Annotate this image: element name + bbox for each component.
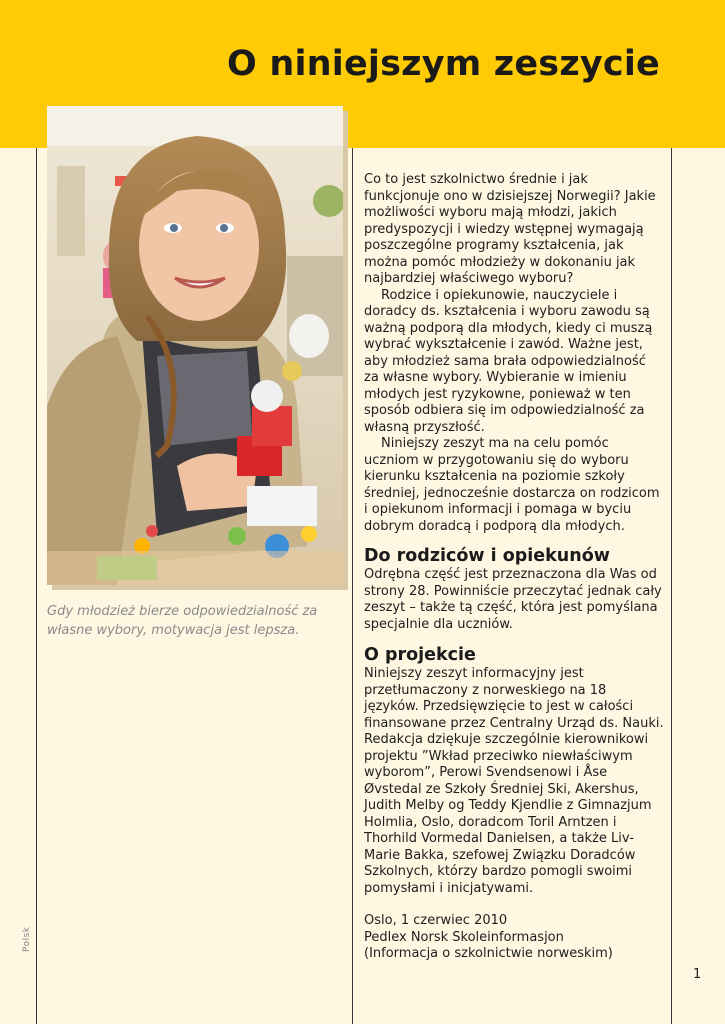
intro-paragraph-3: Niniejszy zeszyt ma na celu pomóc uczniom w przygotowaniu się do wyboru kierunku kształcenia na poziomie szkoły średniej, jednocześnie dostarcza on rodzicom i opiekunom informacji i pomaga w byciu dobrym doradcą i podporą dla młodych. <box>364 436 660 534</box>
center-rule <box>352 148 353 1024</box>
footer-publisher: Pedlex Norsk Skoleinformasjon <box>364 929 564 945</box>
page-number: 1 <box>693 967 702 982</box>
photo-caption: Gdy młodzież bierze odpowiedzialność za własne wybory, motywacja jest lepsza. <box>47 604 318 638</box>
page-title: O niniejszym zeszycie <box>227 44 660 84</box>
heading-project: O projekcie <box>364 645 476 665</box>
parents-paragraph: Odrębna część jest przeznaczona dla Was od strony 28. Powinniście przeczytać jednak cały zeszyt – także tą część, która jest pomyślana specjalnie dla uczniów. <box>364 567 662 632</box>
footer-publisher-translation: (Informacja o szkolnictwie norweskim) <box>364 946 613 961</box>
project-paragraph: Niniejszy zeszyt informacyjny jest przetłumaczony z norweskiego na 18 języków. Przedsięwzięcie to jest w całości finansowane przez Centralny Urząd ds. Nauki. Redakcja dziękuje szczególnie kierownikowi projektu ”Wkład przeciwko niewłaściwym wyborom”, Perowi Svendsenowi i Åse Øvstedal ze Szkoły Średniej Ski, Akershus, Judith Melby og Teddy Kjendlie z Gimnazjum Holmlia, Oslo, doradcom Toril Arntzen i Thorhild Vormedal Danielsen, a także Liv-Marie Bakka, szefowej Związku Doradców Szkolnych, którzy bardzo pomogli swoimi pomysłami i inicjatywami. <box>364 666 664 896</box>
right-rule <box>671 148 672 1024</box>
left-rule <box>36 148 37 1024</box>
student-photo <box>47 106 343 585</box>
main-column <box>364 172 664 963</box>
intro-paragraph-2: Rodzice i opiekunowie, nauczyciele i doradcy ds. kształcenia i wyboru zawodu są ważną podporą dla młodych, kiedy ci muszą wybrać wykształcenie i zawód. Ważne jest, aby młodzież sama brała odpowiedzialność za własne wybory. Wybieranie w imieniu młodych jest ryzykowne, ponieważ w ten sposób odbiera się im odpowiedzialność za własną przyszłość. <box>364 287 653 435</box>
footer-date: Oslo, 1 czerwiec 2010 <box>364 913 508 928</box>
language-label: Polsk <box>22 926 32 952</box>
heading-parents: Do rodziców i opiekunów <box>364 546 610 566</box>
intro-paragraph-1: Co to jest szkolnictwo średnie i jak funkcjonuje ono w dzisiejszej Norwegii? Jakie możliwości wyboru mają młodzi, jakich predyspozycji i wiedzy wstępnej wymagają poszczególne programy kształcenia, jak można pomóc młodzieży w dokonaniu jak najbardziej właściwego wyboru? <box>364 172 656 286</box>
